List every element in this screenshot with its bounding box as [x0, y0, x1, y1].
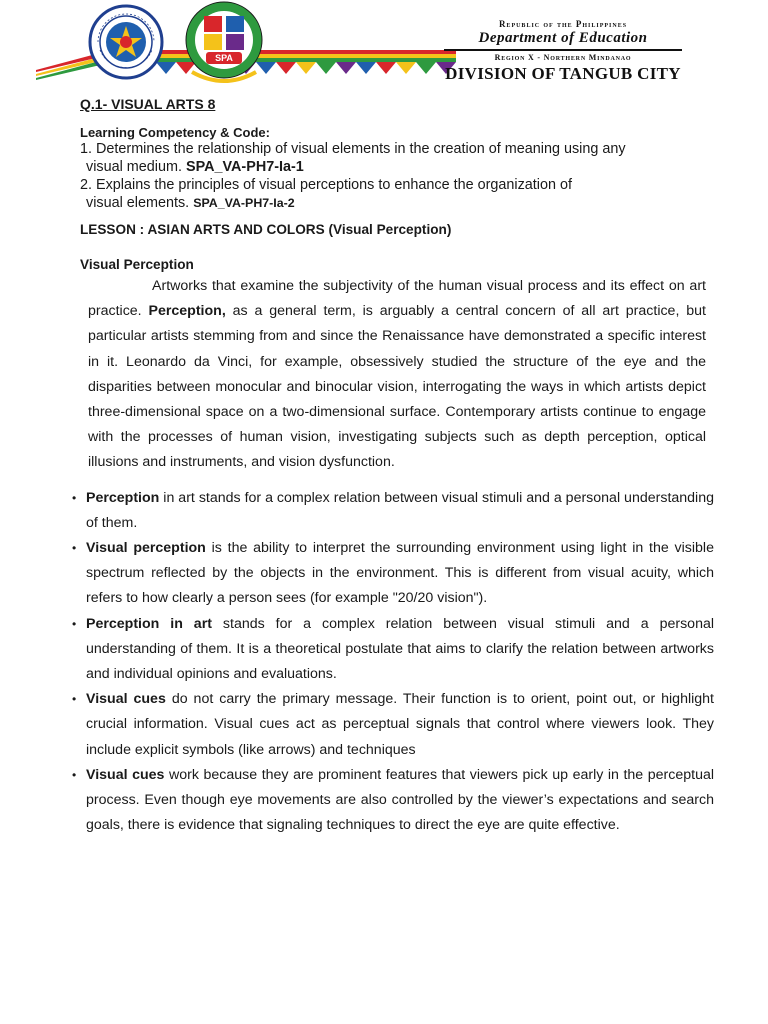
letterhead	[0, 0, 768, 92]
intro-paragraph	[88, 274, 706, 476]
list-item	[72, 687, 714, 763]
letterhead-text	[438, 18, 688, 84]
bullet-term: Visual cues	[86, 691, 166, 708]
bullet-icon: •	[72, 767, 77, 782]
bullet-icon: •	[72, 541, 77, 556]
intro-bold-term: Perception,	[148, 303, 226, 320]
bullet-icon: •	[72, 616, 77, 631]
header-rule	[444, 49, 682, 51]
competency-1	[80, 140, 708, 176]
region-line: Region X - Northern Mindanao	[494, 53, 632, 62]
section-title: Visual Perception	[80, 257, 194, 272]
republic-line: Republic of the Philippines	[498, 19, 628, 29]
quarter-title: Q.1- VISUAL ARTS 8	[80, 96, 216, 112]
competency-title: Learning Competency & Code:	[80, 125, 270, 140]
bullet-term: Perception in art	[86, 615, 212, 632]
competency-2-line1: 2. Explains the principles of visual perceptions to enhance the organization of	[80, 177, 572, 193]
bullet-icon: •	[72, 490, 77, 505]
competency-2	[80, 176, 708, 212]
competency-1-line2: visual medium.	[86, 159, 182, 175]
bullet-term: Visual cues	[86, 766, 165, 783]
intro-post: as a general term, is arguably a central concern of all art practice, but particular artists stemming from and since the Renaissance have demonstrated a specific interest in it. Leonardo da Vinci, for example, obsessively studied the structure of the eye and the disparities between monocular and binocular vision, interrogating the ways in which artists depict three-dimensional space on a two-dimensional surface. Contemporary artists continue to engage with the processes of human vision, investigating subjects such as depth perception, optical illusions and instruments, and vision dysfunction.	[88, 303, 706, 471]
bullet-text: stands for a complex relation between visual stimuli and a personal understanding of them. It is a theoretical postulate that aims to clarify the relation between artworks and individual opinions and evaluations.	[86, 615, 715, 683]
bullet-text: in art stands for a complex relation between visual stimuli and a personal understanding of them.	[86, 489, 714, 531]
bullet-term: Perception	[86, 489, 160, 506]
intro-pre: Artworks that examine the subjectivity of the human visual process and its effect on art practice.	[88, 278, 706, 320]
school-seal-text: SPA	[215, 53, 233, 63]
lesson-title: LESSON : ASIAN ARTS AND COLORS (Visual Perception)	[80, 222, 452, 237]
bullet-term: Visual perception	[86, 540, 206, 557]
deped-seal-logo	[88, 4, 164, 80]
competency-1-code: SPA_VA-PH7-Ia-1	[185, 159, 304, 175]
school-seal-logo	[176, 0, 272, 88]
bullet-list	[72, 486, 715, 839]
list-item	[72, 536, 714, 612]
list-item	[72, 763, 714, 839]
competency-1-line1: 1. Determines the relationship of visual elements in the creation of meaning using any	[80, 141, 626, 157]
bullet-text: is the ability to interpret the surrounding environment using light in the visible spectrum reflected by the objects in the environment. This is different from visual acuity, which refers to how clearly a person sees (for example "20/20 vision").	[86, 540, 714, 607]
list-item	[72, 612, 715, 688]
competency-2-code: SPA_VA-PH7-Ia-2	[193, 196, 295, 210]
bullet-text: work because they are prominent features that viewers pick up early in the perceptual process. Even though eye movements are also controlled by the viewer’s expectations and search goals, there is evidence that signaling techniques to direct the eye are quite effective.	[86, 766, 714, 834]
document-body	[72, 95, 715, 838]
list-item	[72, 486, 714, 536]
bullet-icon: •	[72, 692, 77, 707]
bullet-text: do not carry the primary message. Their function is to orient, point out, or highlight crucial information. Visual cues act as perceptual signals that control where viewers look. They include explicit symbols (like arrows) and techniques	[86, 691, 714, 758]
competency-2-line2: visual elements.	[86, 195, 190, 211]
division-line: DIVISION OF TANGUB CITY	[445, 64, 681, 83]
department-line: Department of Education	[478, 30, 648, 46]
